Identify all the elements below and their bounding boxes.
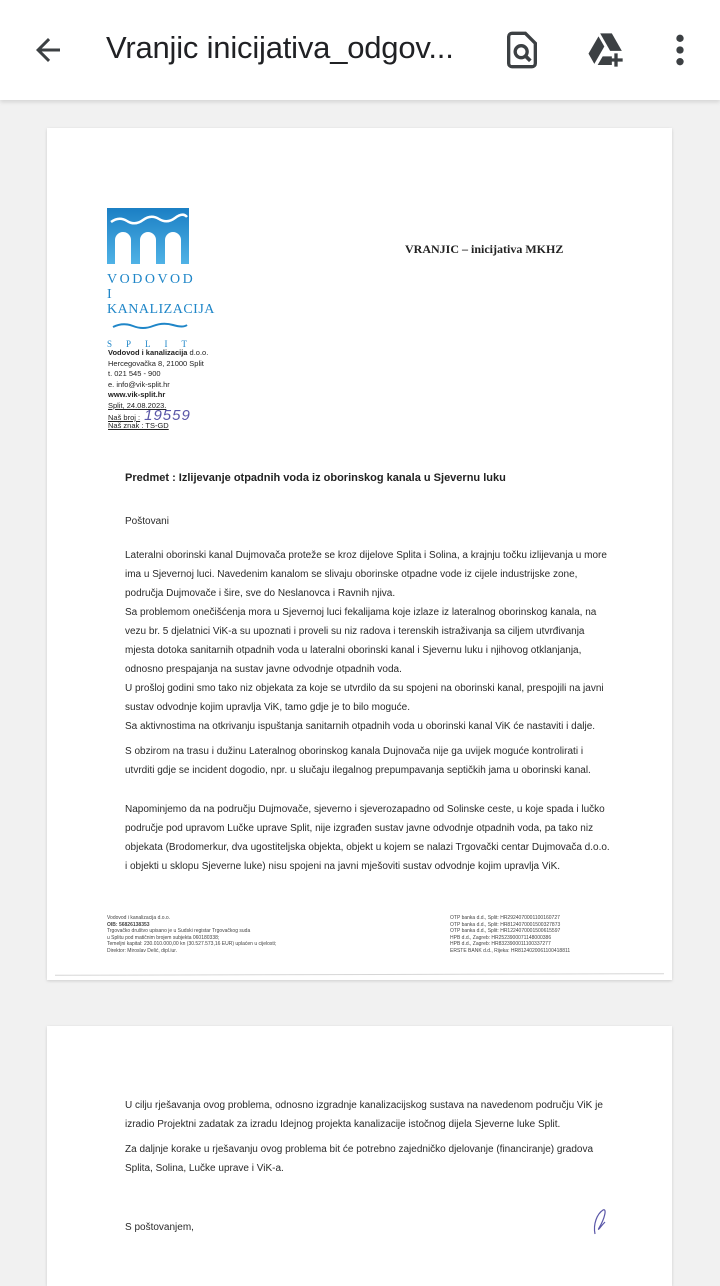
greeting: Poštovani bbox=[125, 516, 169, 527]
logo-line-1: VODOVOD I bbox=[107, 272, 196, 302]
bank-line: OTP banka d.d., Split: HR1224070001500615597 bbox=[450, 928, 561, 934]
signature-mark bbox=[587, 1206, 617, 1236]
add-to-drive-icon[interactable] bbox=[586, 30, 626, 70]
text-line: Napominjemo da na području Dujmovače, sjeverno i sjeverozapadno od Solinske ceste, u koje spada i lučko bbox=[125, 804, 605, 815]
text-line: područja Dujmovače i šire, sve do Neslanovca i Ravnih njiva. bbox=[125, 588, 396, 599]
text-line: izradio Projektni zadatak za izradu Idejnog projekta kanalizacije istočnog dijela Sjeverne luke Split. bbox=[125, 1119, 561, 1130]
letter-date: Split, 24.08.2023. bbox=[108, 400, 167, 410]
sender-name: Vodovod i kanalizacija bbox=[108, 348, 188, 357]
document-title: Vranjic inicijativa_odgov... bbox=[106, 30, 454, 65]
text-line: sustav odvodnje kojim upravlja ViK, tamo gdje je to bilo moguće. bbox=[125, 702, 410, 713]
sender-web: www.vik-split.hr bbox=[108, 390, 166, 399]
text-line: vezu br. 5 djelatnici ViK-a su upoznati i proveli su niz radova i terenskih istraživanja sa ciljem utvrđivanja bbox=[125, 626, 585, 637]
closing: S poštovanjem, bbox=[125, 1222, 194, 1233]
reference-title: VRANJIC – inicijativa MKHZ bbox=[405, 242, 564, 256]
footer-line: Temeljni kapital: 230.010.000,00 kn (30.527.573,16 EUR) uplaćen u cijelosti; bbox=[107, 941, 277, 947]
sender-block bbox=[108, 348, 208, 431]
bank-line: OTP banka d.d., Split: HR2924070001100160727 bbox=[450, 915, 560, 921]
text-line: S obzirom na trasu i dužinu Lateralnog oborinskog kanala Dujnovača nije ga uvijek moguće kontrolirati i bbox=[125, 746, 584, 757]
footer-line: Trgovačko društvo upisano je u Sudski registar Trgovačkog suda bbox=[107, 928, 251, 934]
text-line: utvrditi gdje se incident dogodio, npr. u slučaju ilegalnog prepumpavanja septičkih jama u oborinski kanal. bbox=[125, 765, 591, 776]
bank-line: HPB d.d., Zagreb: HR8323900011100337277 bbox=[450, 941, 551, 947]
reference-mark: Naš znak : TS-GD bbox=[108, 420, 169, 430]
sender-name-suffix: d.o.o. bbox=[187, 348, 209, 357]
wave-icon bbox=[107, 322, 189, 330]
text-line: Za daljnje korake u rješavanju ovog problema bit će potrebno zajedničko djelovanje (financiranje) gradova bbox=[125, 1144, 594, 1155]
document-page-1 bbox=[47, 128, 672, 980]
document-page-2 bbox=[47, 1026, 672, 1286]
text-line: Sa aktivnostima na otkrivanju ispuštanja sanitarnih otpadnih voda u oborinski kanal ViK će nastaviti i dalje. bbox=[125, 721, 596, 732]
paragraph-1 bbox=[125, 546, 645, 736]
aqueduct-logo-icon bbox=[107, 208, 189, 264]
scan-edge-line bbox=[55, 973, 664, 976]
footer-line: Direktor: Miroslav Delić, dipl.iur. bbox=[107, 947, 178, 954]
paragraph-2 bbox=[125, 742, 645, 780]
number-label: Naš broj : bbox=[108, 413, 141, 422]
sender-email: e. info@vik-split.hr bbox=[108, 379, 170, 389]
sender-address: Hercegovačka 8, 21000 Split bbox=[108, 358, 204, 368]
text-line: i objekti u sklopu Sjeverne luke) nisu spojeni na javni mješoviti sustav odvodnje kojim upravlja ViK. bbox=[125, 861, 561, 872]
company-footer bbox=[107, 915, 276, 954]
bank-line: HPB d.d., Zagreb: HR2523900071148000386 bbox=[450, 934, 552, 941]
text-line: ima u Sjevernoj luci. Navedenim kanalom se slivaju oborinske otpadne vode iz cijele industrijske zone, bbox=[125, 569, 578, 580]
footer-line: u Splitu pod matičnim brojem subjekta 060180338; bbox=[107, 934, 220, 941]
footer-line: Vodovod i kanalizacija d.o.o. bbox=[107, 915, 171, 921]
paragraph-3 bbox=[125, 800, 645, 876]
app-bar bbox=[0, 0, 720, 100]
bank-accounts-footer bbox=[450, 915, 570, 954]
handwritten-number: 19559 bbox=[144, 407, 191, 424]
more-vert-icon[interactable] bbox=[660, 30, 700, 70]
text-line: Sa problemom onečišćenja mora u Sjevernoj luci fekalijama koje izlaze iz lateralnog oborinskog kanala, na bbox=[125, 607, 597, 618]
bank-line: ERSTE BANK d.d., Rijeka: HR8124020061100418811 bbox=[450, 947, 571, 954]
text-line: Lateralni oborinski kanal Dujmovača proteže se kroz dijelove Splita i Solina, a krajnju točku izlijevanja u more bbox=[125, 550, 607, 561]
text-line: Splita, Solina, Lučke uprave i ViK-a. bbox=[125, 1163, 284, 1174]
company-logo bbox=[107, 208, 215, 349]
text-line: područje pod upravom Lučke uprave Split, nije izgrađen sustav javne odvodnje otpadnih voda, pa tako niz bbox=[125, 823, 594, 834]
text-line: mjesta dotoka sanitarnih otpadnih voda u lateralni oborinski kanal i Sjevernu luku i njihovog otklanjanja, bbox=[125, 645, 582, 656]
text-line: U prošloj godini smo tako niz objekata za koje se utvrdilo da su spojeni na oborinski kanal, prespojili na javni bbox=[125, 683, 604, 694]
find-in-page-icon[interactable] bbox=[502, 30, 542, 70]
page2-paragraph-2 bbox=[125, 1140, 645, 1178]
logo-line-3: SPLIT bbox=[107, 339, 202, 349]
text-line: objekata (Brodomerkur, dva ugostiteljska objekta, objekt u kojem se nalazi Trgovački centar Dujmovača d.o.o. bbox=[125, 842, 610, 853]
logo-line-2: KANALIZACIJA bbox=[107, 302, 215, 317]
back-arrow-icon[interactable] bbox=[30, 32, 66, 68]
text-line: U cilju rješavanja ovog problema, odnosno izgradnje kanalizacijskog sustava na navedenom području ViK je bbox=[125, 1100, 603, 1111]
footer-line: OIB: 56826138353 bbox=[107, 921, 150, 928]
text-line: odnosno prespajanja na sustav javne odvodnje otpadnih voda. bbox=[125, 664, 402, 675]
page2-paragraph-1 bbox=[125, 1096, 645, 1134]
bank-line: OTP banka d.d., Split: HR8124070001500327873 bbox=[450, 921, 561, 928]
subject-line: Predmet : Izlijevanje otpadnih voda iz oborinskog kanala u Sjevernu luku bbox=[125, 472, 506, 484]
sender-phone: t. 021 545 - 900 bbox=[108, 369, 161, 378]
